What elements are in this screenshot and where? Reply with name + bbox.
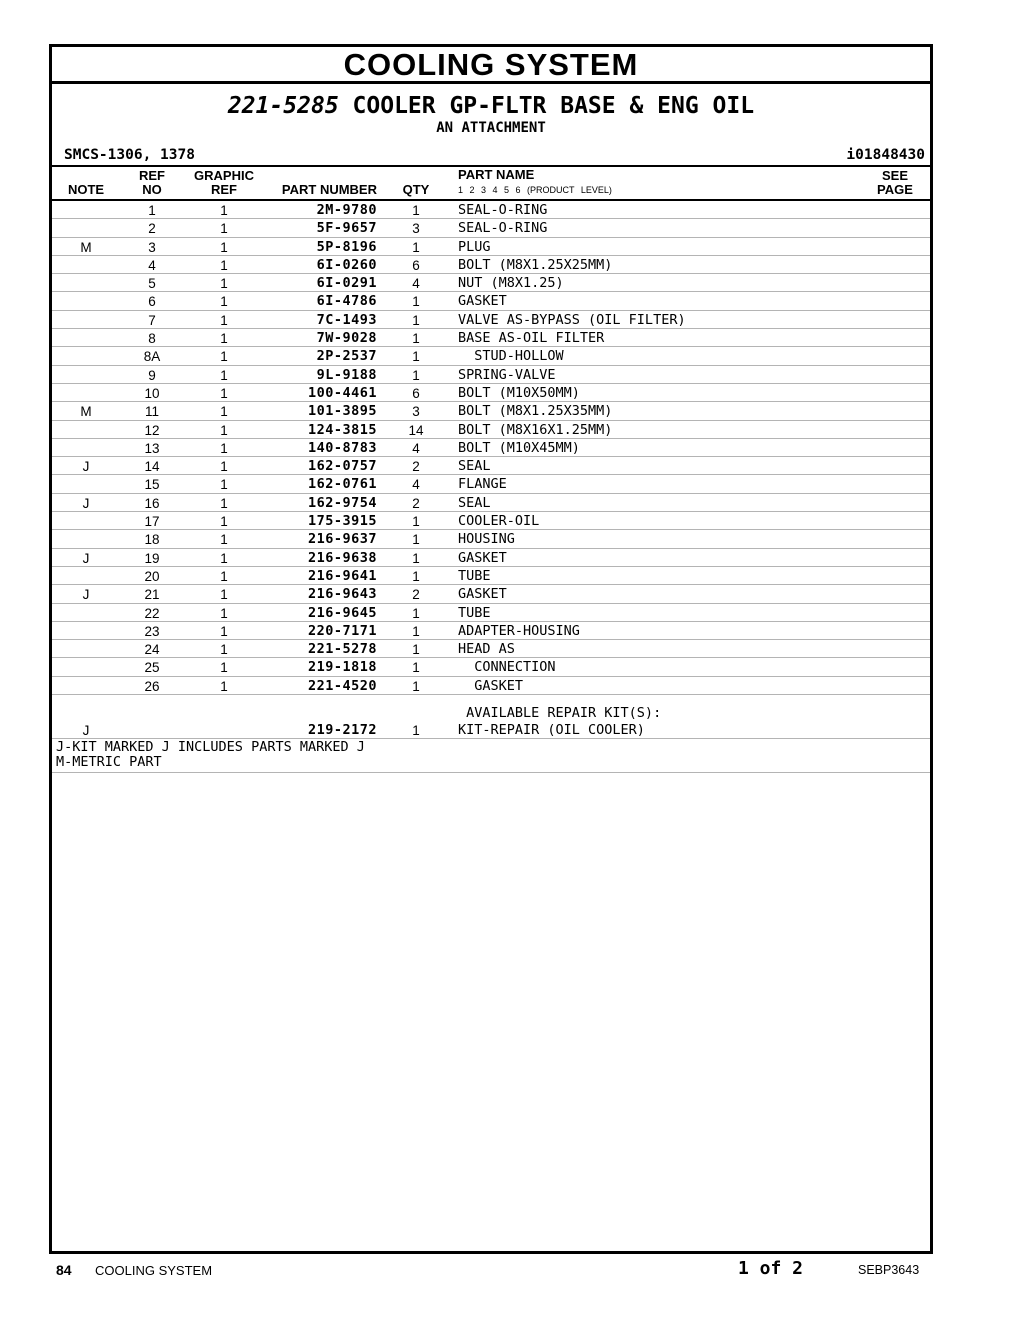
row-part-name: SEAL (458, 458, 491, 475)
row-part-name: SEAL-O-RING (458, 220, 548, 237)
table-row (52, 366, 930, 384)
row-ref-no: 21 (144, 587, 160, 603)
row-ref-no: 11 (144, 404, 159, 420)
row-graphic-ref: 1 (220, 459, 228, 475)
table-row (52, 640, 930, 658)
col-graphic-line1: GRAPHIC (194, 168, 254, 183)
kit-heading-row (52, 695, 930, 721)
row-part-number: 2P-2537 (316, 348, 377, 365)
row-ref-no: 20 (144, 568, 160, 584)
row-qty: 4 (412, 440, 420, 456)
row-qty: 4 (412, 276, 420, 292)
row-qty: 1 (412, 514, 420, 530)
row-qty: 1 (412, 550, 420, 566)
parts-table-body (52, 201, 930, 695)
row-note: M (80, 404, 92, 420)
group-part-number: 221-5285 (227, 93, 339, 119)
table-row (52, 457, 930, 475)
row-ref-no: 4 (148, 257, 156, 273)
row-graphic-ref: 1 (220, 367, 228, 383)
row-part-number: 5F-9657 (316, 220, 377, 237)
row-part-name: BOLT (M8X1.25X25MM) (458, 256, 613, 273)
row-note: J (82, 587, 90, 603)
illustration-id: i01848430 (846, 147, 925, 163)
table-row (52, 475, 930, 493)
table-row (52, 585, 930, 603)
row-graphic-ref: 1 (220, 440, 228, 456)
row-ref-no: 1 (148, 203, 156, 218)
row-part-number: 6I-0260 (316, 256, 377, 273)
row-qty: 6 (412, 257, 420, 273)
table-row (52, 604, 930, 622)
row-qty: 2 (412, 495, 420, 511)
row-ref-no: 19 (144, 550, 160, 566)
row-ref-no: 18 (144, 532, 160, 548)
row-ref-no: 17 (144, 514, 160, 530)
row-graphic-ref: 1 (220, 678, 228, 694)
row-part-number: 5P-8196 (316, 238, 377, 255)
row-part-number: 221-5278 (307, 641, 377, 658)
row-graphic-ref: 1 (220, 385, 228, 401)
row-graphic-ref: 1 (220, 532, 228, 548)
row-graphic-ref: 1 (220, 660, 228, 676)
notes-block (52, 739, 930, 773)
row-graphic-ref: 1 (220, 514, 228, 530)
row-qty: 4 (412, 477, 420, 493)
col-see-line2: PAGE (877, 182, 913, 197)
row-part-number: 175-3915 (307, 513, 377, 530)
row-part-name: TUBE (458, 604, 491, 621)
col-part-name: PART NAME (458, 167, 535, 182)
row-part-number: 219-1818 (307, 659, 377, 676)
row-part-number: 7W-9028 (316, 330, 377, 347)
row-part-name: GASKET (458, 586, 507, 603)
page-number: 84 (56, 1262, 72, 1278)
row-qty: 3 (412, 221, 420, 237)
row-part-name: SEAL-O-RING (458, 202, 548, 218)
row-ref-no: 7 (148, 312, 156, 328)
row-qty: 1 (412, 642, 420, 658)
row-qty: 1 (412, 294, 420, 310)
table-row (52, 311, 930, 329)
row-qty: 1 (412, 239, 420, 255)
footer-section: COOLING SYSTEM (95, 1263, 213, 1278)
row-part-number: 162-0757 (307, 458, 377, 475)
row-graphic-ref: 1 (220, 404, 228, 420)
note-j: J-KIT MARKED J INCLUDES PARTS MARKED J (56, 739, 365, 756)
row-graphic-ref: 1 (220, 349, 228, 365)
row-part-name: ADAPTER-HOUSING (458, 622, 580, 639)
row-part-name: HOUSING (458, 531, 515, 548)
row-qty: 1 (412, 660, 420, 676)
smcs-line (52, 145, 930, 165)
row-part-name: BOLT (M10X45MM) (458, 439, 580, 456)
table-row (52, 512, 930, 530)
row-note: J (82, 550, 90, 566)
table-row (52, 256, 930, 274)
row-ref-no: 2 (148, 221, 156, 237)
row-graphic-ref: 1 (220, 203, 228, 218)
table-row (52, 329, 930, 347)
row-part-number: 216-9643 (307, 586, 377, 603)
row-note: J (82, 495, 90, 511)
table-row (52, 677, 930, 695)
page-footer (0, 1258, 1020, 1282)
row-ref-no: 25 (144, 660, 160, 676)
row-qty: 1 (412, 568, 420, 584)
row-part-name: FLANGE (458, 476, 507, 493)
table-row (52, 274, 930, 292)
row-qty: 1 (412, 532, 420, 548)
row-graphic-ref: 1 (220, 642, 228, 658)
row-ref-no: 26 (144, 678, 160, 694)
row-part-number: 216-9638 (307, 549, 377, 566)
row-part-name: BASE AS-OIL FILTER (458, 330, 605, 347)
row-ref-no: 8A (143, 349, 161, 365)
row-part-number: 162-0761 (307, 476, 377, 493)
col-qty: QTY (402, 182, 430, 197)
table-row (52, 402, 930, 420)
table-row (52, 347, 930, 365)
row-part-number: 162-9754 (307, 494, 377, 511)
row-graphic-ref: 1 (220, 568, 228, 584)
smcs-codes: SMCS-1306, 1378 (64, 147, 195, 163)
row-ref-no: 6 (148, 294, 156, 310)
col-product-level: 1 2 3 4 5 6 (PRODUCT LEVEL) (458, 185, 612, 195)
table-row (52, 567, 930, 585)
row-graphic-ref: 1 (220, 587, 228, 603)
row-part-number: 2M-9780 (316, 202, 377, 218)
row-ref-no: 14 (144, 459, 160, 475)
row-part-name: STUD-HOLLOW (458, 348, 564, 365)
row-part-name: GASKET (458, 293, 507, 310)
row-part-name: SPRING-VALVE (458, 366, 556, 383)
group-subtitle: AN ATTACHMENT (436, 120, 546, 136)
row-part-number: 216-9645 (307, 604, 377, 621)
row-part-number: 216-9641 (307, 567, 377, 584)
row-graphic-ref: 1 (220, 422, 228, 438)
kit-part-name: KIT-REPAIR (OIL COOLER) (458, 722, 645, 739)
group-name: COOLER GP-FLTR BASE & ENG OIL (352, 93, 755, 119)
row-part-number: 221-4520 (307, 677, 377, 694)
col-note: NOTE (67, 182, 105, 197)
row-part-name: SEAL (458, 494, 491, 511)
row-note: J (82, 459, 90, 475)
note-m: M-METRIC PART (56, 754, 162, 771)
row-graphic-ref: 1 (220, 550, 228, 566)
row-part-number: 216-9637 (307, 531, 377, 548)
row-qty: 1 (412, 312, 420, 328)
row-qty: 1 (412, 623, 420, 639)
row-graphic-ref: 1 (220, 477, 228, 493)
row-graphic-ref: 1 (220, 239, 228, 255)
row-part-name: NUT (M8X1.25) (458, 275, 564, 292)
table-row (52, 292, 930, 310)
row-graphic-ref: 1 (220, 495, 228, 511)
row-qty: 14 (408, 422, 424, 438)
row-graphic-ref: 1 (220, 331, 228, 347)
table-row (52, 219, 930, 237)
col-ref-line2: NO (142, 182, 162, 197)
table-row (52, 384, 930, 402)
table-row (52, 238, 930, 256)
table-row (52, 658, 930, 676)
row-part-name: TUBE (458, 567, 491, 584)
row-note: M (80, 239, 92, 255)
col-see-line1: SEE (881, 168, 908, 183)
row-part-number: 220-7171 (307, 622, 377, 639)
row-part-number: 9L-9188 (316, 366, 377, 383)
row-qty: 1 (412, 331, 420, 347)
row-part-number: 6I-0291 (316, 275, 377, 292)
row-graphic-ref: 1 (220, 312, 228, 328)
kit-qty: 1 (412, 723, 420, 739)
parts-list-frame (49, 44, 933, 1254)
row-ref-no: 9 (148, 367, 156, 383)
row-qty: 6 (412, 385, 420, 401)
row-ref-no: 24 (144, 642, 160, 658)
row-part-number: 100-4461 (307, 384, 377, 401)
group-title (52, 93, 930, 119)
row-graphic-ref: 1 (220, 294, 228, 310)
table-row (52, 549, 930, 567)
row-part-name: HEAD AS (458, 641, 515, 658)
row-graphic-ref: 1 (220, 221, 228, 237)
row-part-name: BOLT (M8X16X1.25MM) (458, 421, 613, 438)
row-qty: 1 (412, 678, 420, 694)
table-row (52, 494, 930, 512)
row-part-name: GASKET (458, 549, 507, 566)
row-part-number: 101-3895 (307, 403, 377, 420)
row-ref-no: 10 (144, 385, 160, 401)
section-title: COOLING SYSTEM (52, 47, 930, 84)
row-graphic-ref: 1 (220, 276, 228, 292)
row-ref-no: 16 (144, 495, 160, 511)
row-ref-no: 23 (144, 623, 160, 639)
row-qty: 2 (412, 587, 420, 603)
row-graphic-ref: 1 (220, 257, 228, 273)
row-part-name: BOLT (M8X1.25X35MM) (458, 403, 613, 420)
table-row (52, 530, 930, 548)
row-qty: 1 (412, 367, 420, 383)
row-part-name: GASKET (458, 677, 524, 694)
row-ref-no: 22 (144, 605, 160, 621)
col-ref-line1: REF (139, 168, 165, 183)
table-row (52, 439, 930, 457)
column-headers (52, 165, 930, 201)
kit-row (52, 721, 930, 739)
row-part-name: COOLER-OIL (458, 513, 540, 530)
kit-heading: AVAILABLE REPAIR KIT(S): (458, 705, 662, 722)
row-part-number: 7C-1493 (316, 311, 377, 328)
row-graphic-ref: 1 (220, 623, 228, 639)
kit-note: J (82, 723, 90, 739)
row-qty: 3 (412, 404, 420, 420)
row-part-number: 124-3815 (307, 421, 377, 438)
row-ref-no: 15 (144, 477, 160, 493)
row-ref-no: 3 (148, 239, 156, 255)
row-qty: 1 (412, 349, 420, 365)
kit-part-number: 219-2172 (307, 722, 377, 739)
row-qty: 2 (412, 459, 420, 475)
row-part-number: 140-8783 (307, 439, 377, 456)
col-part-number: PART NUMBER (281, 182, 377, 197)
row-graphic-ref: 1 (220, 605, 228, 621)
page-of: 1 of 2 (738, 1258, 804, 1279)
row-part-name: CONNECTION (458, 659, 556, 676)
row-part-name: PLUG (458, 238, 491, 255)
row-ref-no: 12 (144, 422, 160, 438)
row-qty: 1 (412, 605, 420, 621)
row-ref-no: 5 (148, 276, 156, 292)
row-ref-no: 8 (148, 331, 156, 347)
table-row (52, 622, 930, 640)
row-part-name: VALVE AS-BYPASS (OIL FILTER) (458, 311, 686, 328)
col-graphic-line2: REF (211, 182, 237, 197)
document-id: SEBP3643 (858, 1263, 920, 1277)
row-qty: 1 (412, 203, 420, 218)
row-ref-no: 13 (144, 440, 160, 456)
table-row (52, 421, 930, 439)
row-part-number: 6I-4786 (316, 293, 377, 310)
row-part-name: BOLT (M10X50MM) (458, 384, 580, 401)
table-row (52, 201, 930, 219)
